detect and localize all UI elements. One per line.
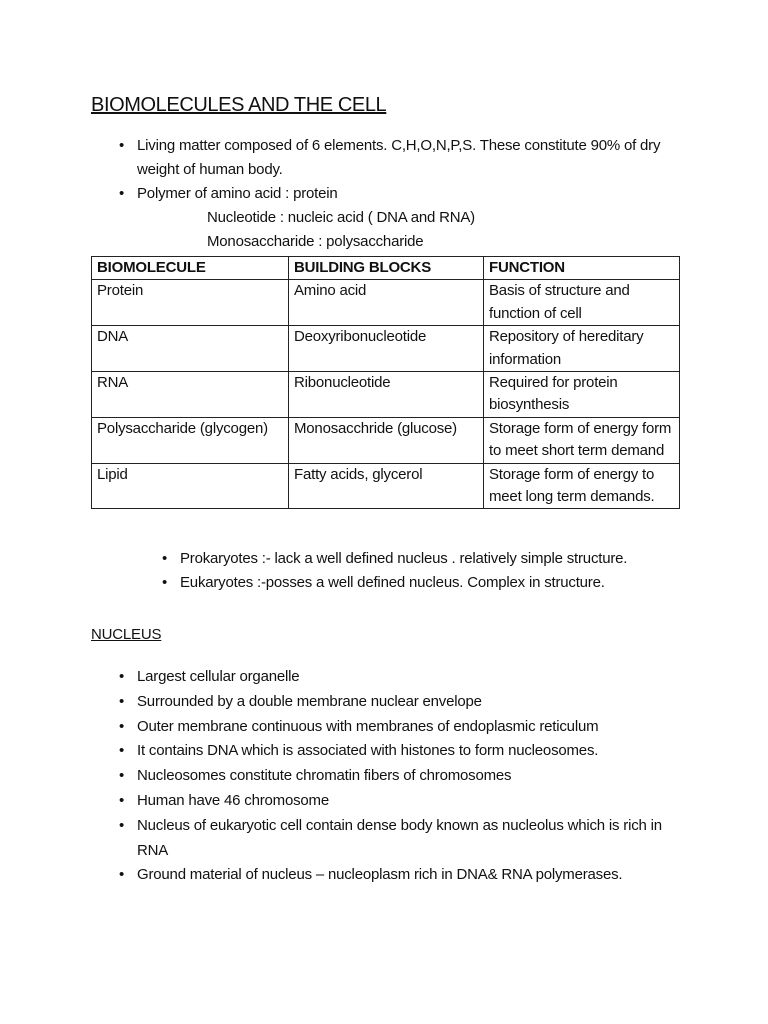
- bullet-icon: •: [119, 668, 125, 685]
- intro-list: [119, 134, 677, 206]
- list-item: • Largest cellular organelle: [137, 665, 677, 690]
- list-item: • Nucleus of eukaryotic cell contain dense body known as nucleolus which is rich in RNA: [137, 814, 677, 864]
- list-item: • Nucleosomes constitute chromatin fibers of chromosomes: [137, 764, 677, 789]
- table-row: [92, 372, 680, 418]
- section-heading-nucleus: NUCLEUS: [91, 626, 162, 643]
- table-cell: Amino acid: [289, 280, 484, 326]
- cell-type-list: [162, 547, 660, 595]
- nucleus-list: [119, 665, 677, 888]
- bullet-icon: •: [119, 791, 125, 809]
- indented-line: Monosaccharide : polysaccharide: [207, 233, 424, 250]
- page-title: BIOMOLECULES AND THE CELL: [91, 94, 387, 116]
- list-item: • Polymer of amino acid : protein: [137, 182, 677, 206]
- bullet-icon: •: [119, 816, 125, 834]
- column-header: BUILDING BLOCKS: [289, 257, 484, 280]
- table-cell: Lipid: [92, 463, 289, 509]
- column-header: FUNCTION: [484, 257, 680, 280]
- list-item: • Eukaryotes :-posses a well defined nucleus. Complex in structure.: [180, 571, 660, 595]
- list-item: • Living matter composed of 6 elements. C,H,O,N,P,S. These constitute 90% of dry weight of human body.: [137, 134, 677, 182]
- table-cell: Storage form of energy to meet long term demands.: [484, 463, 680, 509]
- list-item: • Human have 46 chromosome: [137, 789, 677, 814]
- bullet-icon: •: [119, 742, 125, 760]
- table-cell: Deoxyribonucleotide: [289, 326, 484, 372]
- bullet-icon: •: [119, 692, 125, 710]
- table-row: [92, 417, 680, 463]
- table-cell: Protein: [92, 280, 289, 326]
- table-cell: Fatty acids, glycerol: [289, 463, 484, 509]
- table-row: [92, 326, 680, 372]
- bullet-icon: •: [119, 185, 125, 202]
- table-cell: DNA: [92, 326, 289, 372]
- indented-line: Nucleotide : nucleic acid ( DNA and RNA): [207, 209, 475, 226]
- list-item: • Prokaryotes :- lack a well defined nucleus . relatively simple structure.: [180, 547, 660, 571]
- table-cell: Basis of structure and function of cell: [484, 280, 680, 326]
- column-header: BIOMOLECULE: [92, 257, 289, 280]
- table-cell: Required for protein biosynthesis: [484, 372, 680, 418]
- bullet-icon: •: [119, 137, 125, 154]
- table-cell: Polysaccharide (glycogen): [92, 417, 289, 463]
- bullet-icon: •: [162, 550, 168, 567]
- list-item: • Ground material of nucleus – nucleoplasm rich in DNA& RNA polymerases.: [137, 863, 677, 888]
- table-header-row: [92, 257, 680, 280]
- bullet-icon: •: [119, 866, 125, 884]
- biomolecule-table: [91, 256, 680, 509]
- table-cell: Monosacchride (glucose): [289, 417, 484, 463]
- list-item: • Surrounded by a double membrane nuclear envelope: [137, 690, 677, 715]
- bullet-icon: •: [119, 767, 125, 785]
- bullet-icon: •: [119, 717, 125, 735]
- table-cell: Repository of hereditary information: [484, 326, 680, 372]
- table-cell: Storage form of energy form to meet short term demand: [484, 417, 680, 463]
- list-item: • It contains DNA which is associated with histones to form nucleosomes.: [137, 739, 677, 764]
- list-item: • Outer membrane continuous with membranes of endoplasmic reticulum: [137, 715, 677, 740]
- table-row: [92, 463, 680, 509]
- table-cell: Ribonucleotide: [289, 372, 484, 418]
- table-row: [92, 280, 680, 326]
- bullet-icon: •: [162, 574, 168, 591]
- table-cell: RNA: [92, 372, 289, 418]
